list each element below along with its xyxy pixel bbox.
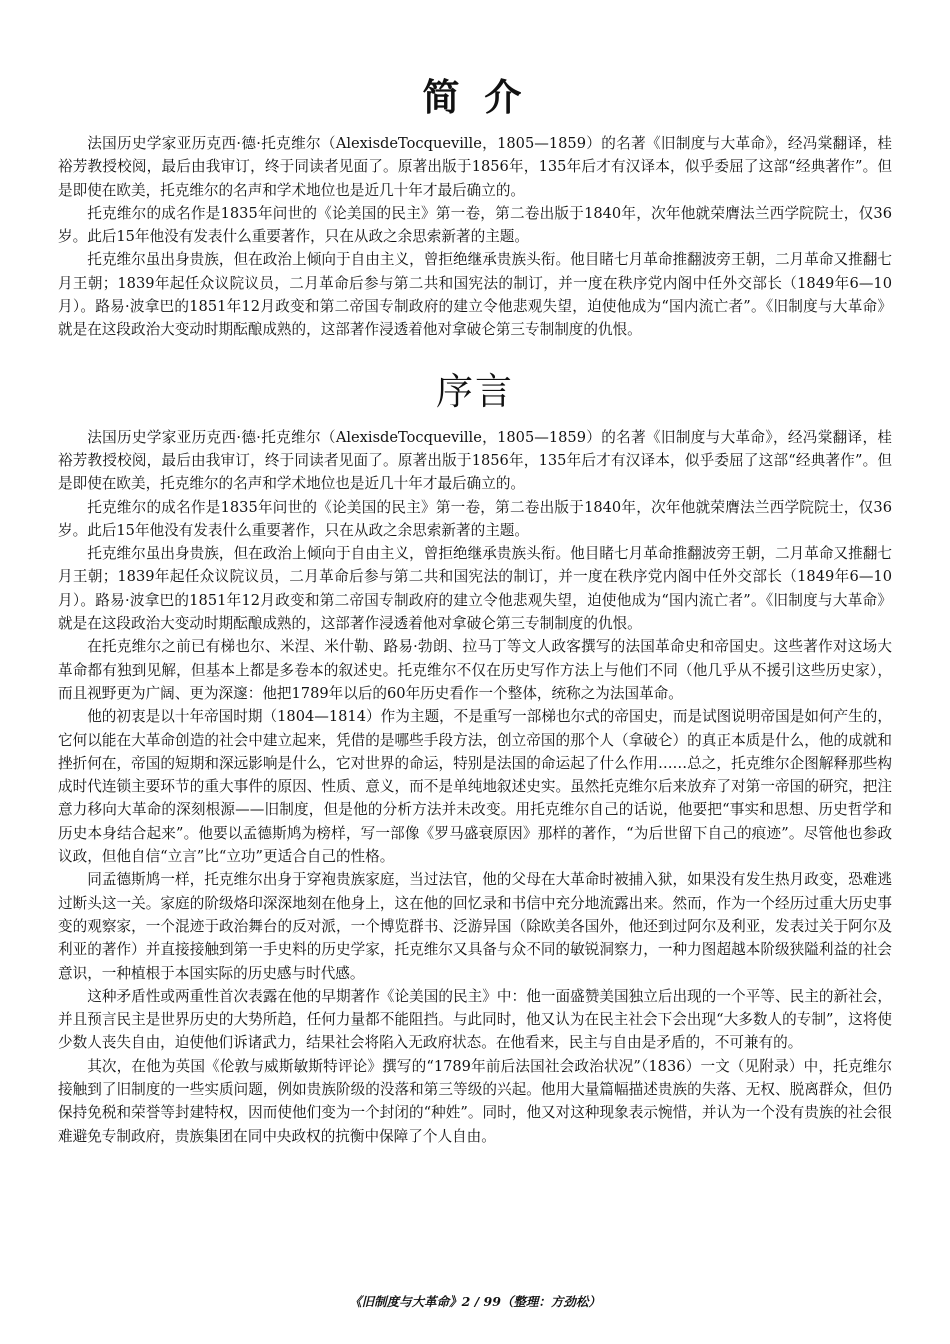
document-page	[58, 70, 892, 1148]
preface-paragraph: 他的初衷是以十年帝国时期（1804—1814）作为主题，不是重写一部梯也尔式的帝国史，而是试图说明帝国是如何产生的，它何以能在大革命创造的社会中建立起来，凭借的是哪些手段方法，创立帝国的那个人（拿破仑）的真正本质是什么，他的成就和挫折何在，帝国的短期和深远影响是什么，它对世界的命运，特别是法国的命运起了什么作用……总之，托克维尔企图解释那些构成时代连锁主要环节的重大事件的原因、性质、意义，而不是单纯地叙述史实。虽然托克维尔后来放弃了对第一帝国的研究，把注意力移向大革命的深刻根源——旧制度，但是他的分析方法并未改变。用托克维尔自己的话说，他要把“事实和思想、历史哲学和历史本身结合起来”。他要以孟德斯鸠为榜样，写一部像《罗马盛衰原因》那样的著作，“为后世留下自己的痕迹”。尽管他也参政议政，但他自信“立言”比“立功”更适合自己的性格。	[58, 708, 892, 866]
preface-paragraph: 托克维尔虽出身贵族，但在政治上倾向于自由主义，曾拒绝继承贵族头衔。他目睹七月革命推翻波旁王朝，二月革命又推翻七月王朝；1839年起任众议院议员，二月革命后参与第二共和国宪法的制订，并一度在秩序党内阁中任外交部长（1849年6—10月）。路易·波拿巴的1851年12月政变和第二帝国专制政府的建立令他悲观失望，迫使他成为“国内流亡者”。《旧制度与大革命》就是在这段政治大变动时期酝酿成熟的，这部著作浸透着他对拿破仑第三专制制度的仇恨。	[58, 545, 892, 633]
preface-paragraph: 同孟德斯鸠一样，托克维尔出身于穿袍贵族家庭，当过法官，他的父母在大革命时被捕入狱，如果没有发生热月政变，恐难逃过断头这一关。家庭的阶级烙印深深地刻在他身上，这在他的回忆录和书信中充分地流露出来。然而，作为一个经历过重大历史事变的观察家，一个混迹于政治舞台的反对派，一个博览群书、泛游异国（除欧美各国外，他还到过阿尔及利亚，发表过关于阿尔及利亚的著作）并直接接触到第一手史料的历史学家，托克维尔又具备与众不同的敏锐洞察力，一种力图超越本阶级狭隘利益的社会意识，一种植根于本国实际的历史感与时代感。	[58, 871, 892, 982]
intro-title: 简 介	[422, 76, 528, 119]
intro-paragraph: 托克维尔虽出身贵族，但在政治上倾向于自由主义，曾拒绝继承贵族头衔。他目睹七月革命推翻波旁王朝，二月革命又推翻七月王朝；1839年起任众议院议员，二月革命后参与第二共和国宪法的制订，并一度在秩序党内阁中任外交部长（1849年6—10月）。路易·波拿巴的1851年12月政变和第二帝国专制政府的建立令他悲观失望，迫使他成为“国内流亡者”。《旧制度与大革命》就是在这段政治大变动时期酝酿成熟的，这部著作浸透着他对拿破仑第三专制制度的仇恨。	[58, 251, 892, 339]
intro-paragraph: 法国历史学家亚历克西·德·托克维尔（AlexisdeTocqueville，1805—1859）的名著《旧制度与大革命》，经冯棠翻译，桂裕芳教授校阅，最后由我审订，终于同读者见面了。原著出版于1856年，135年后才有汉译本，似乎委屈了这部“经典著作”。但是即使在欧美，托克维尔的名声和学术地位也是近几十年才最后确立的。	[58, 135, 892, 199]
preface-paragraph: 在托克维尔之前已有梯也尔、米涅、米什勒、路易·勃朗、拉马丁等文人政客撰写的法国革命史和帝国史。这些著作对这场大革命都有独到见解，但基本上都是多卷本的叙述史。托克维尔不仅在历史写作方法上与他们不同（他几乎从不援引这些历史家），而且视野更为广阔、更为深邃：他把1789年以后的60年历史看作一个整体，统称之为法国革命。	[58, 638, 892, 702]
intro-body	[58, 132, 892, 342]
preface-paragraph: 托克维尔的成名作是1835年问世的《论美国的民主》第一卷，第二卷出版于1840年，次年他就荣膺法兰西学院院士，仅36岁。此后15年他没有发表什么重要著作，只在从政之余思索新著的主题。	[58, 498, 892, 539]
page-footer: 《旧制度与大革命》2 / 99（整理：方劲松）	[349, 1294, 601, 1309]
preface-paragraph: 这种矛盾性或两重性首次表露在他的早期著作《论美国的民主》中：他一面盛赞美国独立后出现的一个平等、民主的新社会，并且预言民主是世界历史的大势所趋，任何力量都不能阻挡。与此同时，他又认为在民主社会下会出现“大多数人的专制”，这将使少数人丧失自由，迫使他们诉诸武力，结果社会将陷入无政府状态。在他看来，民主与自由是矛盾的，不可兼有的。	[58, 987, 892, 1052]
preface-paragraph: 法国历史学家亚历克西·德·托克维尔（AlexisdeTocqueville，1805—1859）的名著《旧制度与大革命》，经冯棠翻译，桂裕芳教授校阅，最后由我审订，终于同读者见面了。原著出版于1856年，135年后才有汉译本，似乎委屈了这部“经典著作”。但是即使在欧美，托克维尔的名声和学术地位也是近几十年才最后确立的。	[58, 428, 892, 493]
preface-body	[58, 426, 892, 1148]
intro-paragraph: 托克维尔的成名作是1835年问世的《论美国的民主》第一卷，第二卷出版于1840年，次年他就荣膺法兰西学院院士，仅36岁。此后15年他没有发表什么重要著作，只在从政之余思索新著的主题。	[58, 204, 892, 246]
preface-title: 序言	[436, 369, 514, 413]
preface-paragraph: 其次，在他为英国《伦敦与威斯敏斯特评论》撰写的“1789年前后法国社会政治状况”（1836）一文（见附录）中，托克维尔接触到了旧制度的一些实质问题，例如贵族阶级的没落和第三等级的兴起。他用大量篇幅描述贵族的失落、无权、脱离群众，但仍保持免税和荣誉等封建特权，因而使他们变为一个封闭的“种姓”。同时，他又对这种现象表示惋惜，并认为一个没有贵族的社会很难避免专制政府，贵族集团在同中央政权的抗衡中保障了个人自由。	[58, 1057, 892, 1145]
